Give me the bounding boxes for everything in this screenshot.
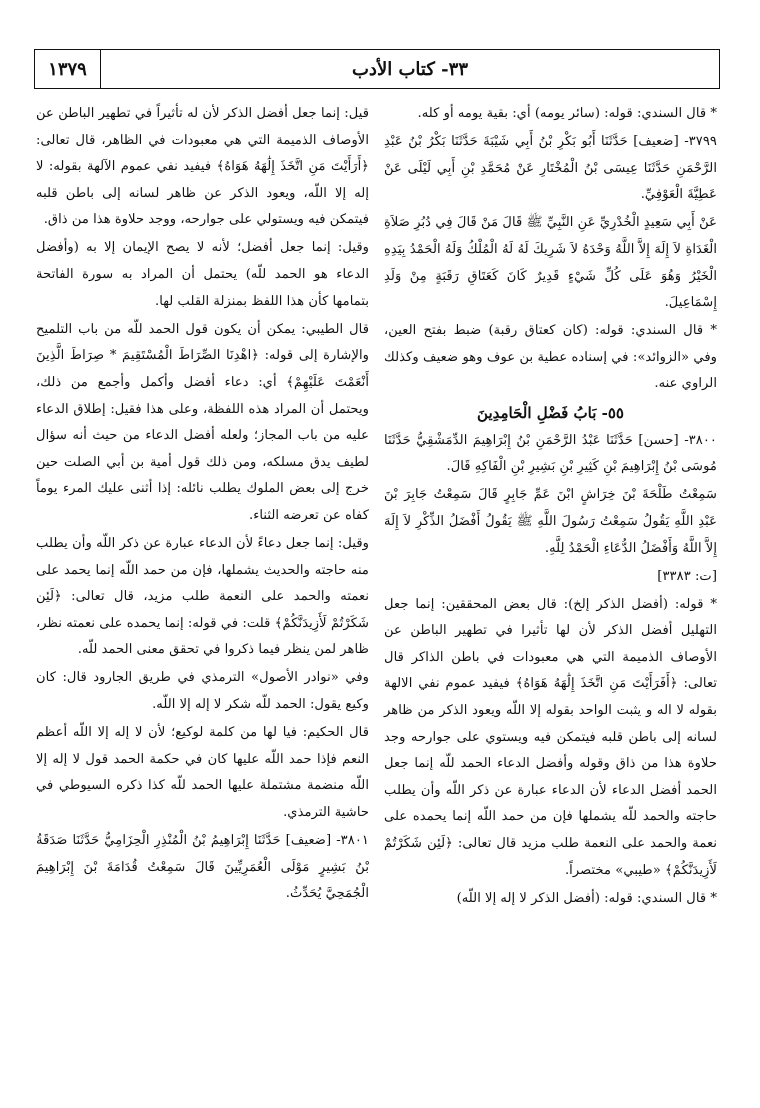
- left-column: [36, 101, 369, 909]
- commentary-paragraph: * قوله: (أفضل الذكر إلخ): قال بعض المحققين: إنما جعل التهليل أفضل الذكر لأن لها تأثيرا في تطهير الباطن عن الأوصاف الذميمة التي هي معبودات في باطن الذاكر قال تعالى: ﴿أَفَرَأَيْتَ مَنِ اتَّخَذَ إِلَٰهَهُ هَوَاهُ﴾ فيفيد عموم نفي الالهة بقوله لا اله و يثبت الواحد بقوله إلا اللّه ويعود الذكر من ظاهر لسانه إلى باطن قلبه فيتمكن فيه ويستوي على جوارحه وجد حلاوة هذا من ذاق وقوله وأفضل الدعاء الحمد للّه إنما جعل الحمد أفضل الدعاء لأن الدعاء عبارة عن ذكر اللّه وأن يطلب حاجته والحمد للّه يشملها فإن من حمد اللّه إنما يحمده على نعمة والحمد على النعمة طلب مزيد قال تعالى: ﴿لَئِن شَكَرْتُمْ لَأَزِيدَنَّكُمْ﴾ «طيبي» مختصراً.: [384, 596, 717, 878]
- commentary-paragraph: وقيل: إنما جعل أفضل؛ لأنه لا يصح الإيمان إلا به (وأفضل الدعاء هو الحمد للّه) يحتمل أن المراد به سورة الفاتحة بتمامها كأن هذا اللفظ بمنزلة القلب لها.: [36, 240, 369, 309]
- commentary-paragraph: * قال السندي: قوله: (سائر يومه) أي: بقية يومه أو كله.: [417, 106, 717, 121]
- hadith-chain: ٣٧٩٩- [ضعيف] حَدَّثَنَا أَبُو بَكْرِ بْنُ أَبِي شَيْبَةَ حَدَّثَنَا بَكْرُ بْنُ عَبْدِ الرَّحْمَنِ حَدَّثَنَا عِيسَى بْنُ الْمُخْتَارِ عَنْ مُحَمَّدِ بْنِ أَبِي لَيْلَى عَنْ عَطِيَّةَ الْعَوْفِيِّ.: [384, 134, 717, 203]
- book-title: ٣٣- كتاب الأدب: [351, 58, 468, 80]
- hadith-chain: ٣٨٠١- [ضعيف] حَدَّثَنَا إِبْرَاهِيمُ بْنُ الْمُنْذِرِ الْحِزَامِيُّ حَدَّثَنَا صَدَقَةُ بْنُ بَشِيرٍ مَوْلَى الْعُمَرِيِّينَ قَالَ سَمِعْتُ قُدَامَةَ بْنَ إِبْرَاهِيمَ الْجُمَحِيَّ يُحَدِّثُ.: [36, 833, 369, 902]
- cross-reference: [ت: ٣٣٨٣]: [657, 568, 717, 584]
- chapter-heading: ٥٥- بَابُ فَضْلِ الْحَامِدِينَ: [477, 403, 624, 422]
- commentary-paragraph: قيل: إنما جعل أفضل الذكر لأن له تأثيراً في تطهير الباطن عن الأوصاف الذميمة التي هي معبودات في الظاهر، قال تعالى: ﴿أَرَأَيْتَ مَنِ اتَّخَذَ إِلَٰهَهُ هَوَاهُ﴾ فيفيد نفي عموم الآلهة بقوله: لا إله إلا اللّه، ويعود الذكر عن ظاهر لسانه إلى باطن قلبه فيتمكن فيه ويستولي على جوارحه، ووجد حلاوة هذا من ذاق.: [36, 106, 369, 228]
- commentary-paragraph: قال الطيبي: يمكن أن يكون قول الحمد للّه من باب التلميح والإشارة إلى قوله: ﴿اهْدِنَا الصِّرَاطَ الْمُسْتَقِيمَ * صِرَاطَ الَّذِينَ أَنْعَمْتَ عَلَيْهِمْ﴾ أي: دعاء أفضل وأكمل وأجمع من ذلك، ويحتمل أن المراد هذه اللفظة، وعلى هذا فقيل: إطلاق الدعاء عليه من باب المجاز؛ ولعله أفضل الدعاء من حيث أنه سؤال لطيف يدق مسلكه، ومن ذلك قول أمية بن أبي الصلت حين خرج إلى بعض الملوك يطلب نائله: إذا أثنى عليك المرء يوماً كفاه عن تعرضه الثناء.: [36, 321, 369, 523]
- commentary-paragraph: قال الحكيم: فيا لها من كلمة لوكيع؛ لأن لا إله إلا اللّه أعظم النعم فإذا حمد اللّه عليها كان في حكمة الحمد قول لا إله إلا اللّه منضمة مشتملة عليها الحمد للّه كذا ذكره السيوطي في حاشية الترمذي.: [36, 725, 369, 820]
- hadith-text: سَمِعْتُ طَلْحَةَ بْنَ خِرَاشٍ ابْنَ عَمِّ جَابِرٍ قَالَ سَمِعْتُ جَابِرَ بْنَ عَبْدِ اللَّهِ يَقُولُ سَمِعْتُ رَسُولَ اللَّهِ ﷺ يَقُولُ أَفْضَلُ الذِّكْرِ لاَ إِلَهَ إِلاَّ اللَّهُ وَأَفْضَلُ الدُّعَاءِ الْحَمْدُ لِلَّهِ.: [384, 487, 717, 556]
- commentary-paragraph: * قال السندي: قوله: (أفضل الذكر لا إله إلا اللّه): [456, 890, 717, 906]
- hadith-text: عَنْ أَبِي سَعِيدٍ الْخُدْرِيِّ عَنِ النَّبِيِّ ﷺ قَالَ مَنْ قَالَ فِي دُبُرِ صَلاَةِ الْغَدَاةِ لاَ إِلَهَ إِلاَّ اللَّهُ وَحْدَهُ لاَ شَرِيكَ لَهُ لَهُ الْمُلْكُ وَلَهُ الْحَمْدُ بِيَدِهِ الْخَيْرُ وَهُوَ عَلَى كُلِّ شَيْءٍ قَدِيرٌ كَانَ كَعَتَاقِ رَقَبَةٍ مِنْ وَلَدِ إِسْمَاعِيلَ.: [384, 215, 717, 311]
- commentary-paragraph: وقيل: إنما جعل دعاءً لأن الدعاء عبارة عن ذكر اللّه وأن يطلب منه حاجته والحديث يشملها، فإن من حمد اللّه إنما يحمد على نعمته والحمد على النعمة طلب مزيد، قال تعالى: ﴿لَئِن شَكَرْتُمْ لَأَزِيدَنَّكُمْ﴾ قلت: في قوله: إنما يحمده على نعمته نظر، ظاهر لمن ينظر فيما ذكروا في تحقق معنى الحمد للّه.: [36, 536, 369, 658]
- hadith-chain: ٣٨٠٠- [حسن] حَدَّثَنَا عَبْدُ الرَّحْمَنِ بْنُ إِبْرَاهِيمَ الدِّمَشْقِيُّ حَدَّثَنَا مُوسَى بْنُ إِبْرَاهِيمَ بْنِ كَثِيرِ بْنِ بَشِيرِ بْنِ الْفَاكِهِ قَالَ.: [384, 432, 717, 475]
- commentary-paragraph: * قال السندي: قوله: (كان كعتاق رقبة) ضبط بفتح العين، وفي «الزوائد»: في إسناده عطية بن عوف وهو ضعيف وكذلك الراوي عنه.: [384, 323, 717, 392]
- commentary-paragraph: وفي «نوادر الأصول» الترمذي في طريق الجارود قال: كان وكيع يقول: الحمد للّه شكر لا إله إلا اللّه.: [36, 670, 369, 713]
- page-number: ١٣٧٩: [35, 50, 101, 88]
- page-header: [34, 49, 720, 89]
- right-column: [384, 101, 717, 914]
